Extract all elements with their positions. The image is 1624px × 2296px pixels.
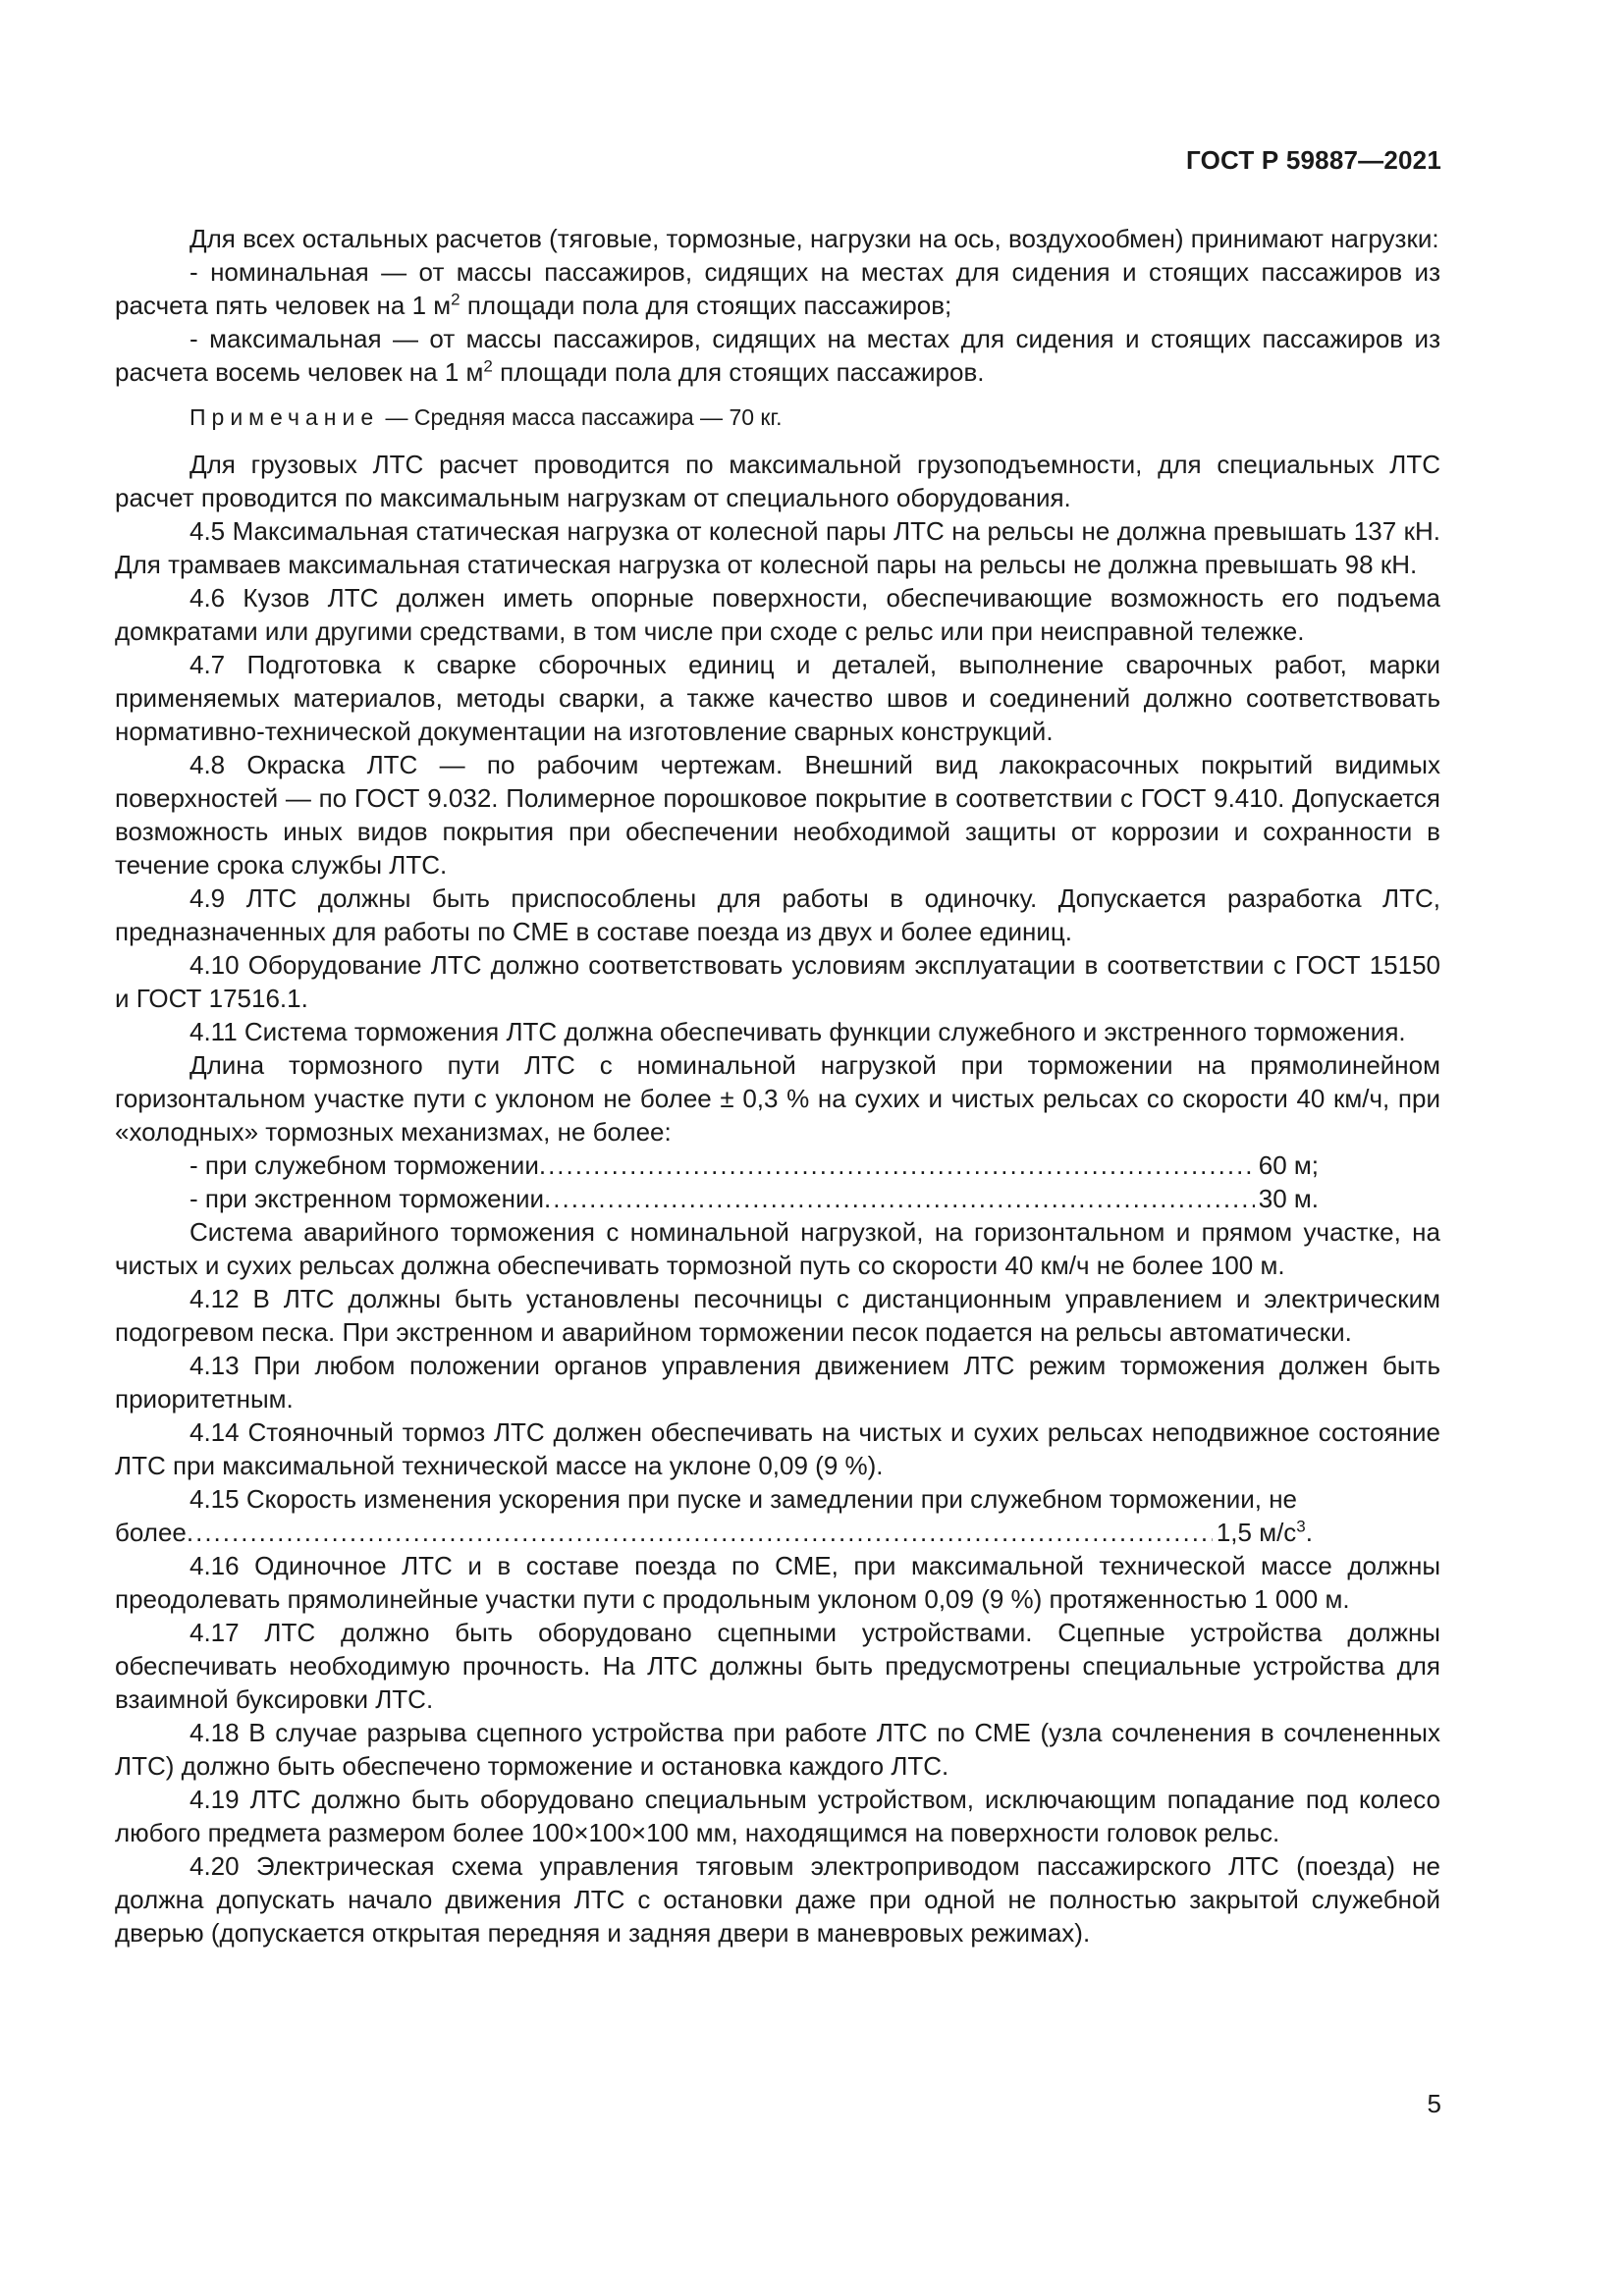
- paragraph-braking-distance: Длина тормозного пути ЛТС с номинальной нагрузкой при торможении на прямолинейном горизонтальном участке пути с уклоном не более ± 0,3 % на сухих и чистых рельсах со скорости 40 км/ч, при «холодных» тормозных механизмах, не более:: [115, 1050, 1440, 1147]
- dot-leader: [539, 1148, 1255, 1182]
- brake-service-line: [115, 1148, 1319, 1182]
- dot-leader: [544, 1182, 1255, 1215]
- clause-4-7: 4.7 Подготовка к сварке сборочных единиц и деталей, выполнение сварочных работ, марки применяемых материалов, методы сварки, а также качество швов и соединений должно соответствовать нормативно-технической документации на изготовление сварных конструкций.: [115, 650, 1440, 746]
- brake-service-label: - при служебном торможении: [189, 1150, 539, 1180]
- clause-4-20: 4.20 Электрическая схема управления тяговым электроприводом пассажирского ЛТС (поезда) не должна допускать начало движения ЛТС с остановки даже при одной не полностью закрытой служебной дверью (допускается открытая передняя и задняя двери в маневровых режимах).: [115, 1851, 1440, 1948]
- clause-4-14: 4.14 Стояночный тормоз ЛТС должен обеспечивать на чистых и сухих рельсах неподвижное состояние ЛТС при максимальной технической массе на уклоне 0,09 (9 %).: [115, 1417, 1440, 1480]
- document-code: ГОСТ Р 59887—2021: [1186, 145, 1441, 175]
- list-item-load-max: - максимальная — от массы пассажиров, сидящих на местах для сидения и стоящих пассажиров из расчета восемь человек на 1 $м^2$ площади пола для стоящих пассажиров.: [115, 324, 1440, 387]
- paragraph-cargo: Для грузовых ЛТС расчет проводится по максимальной грузоподъемности, для специальных ЛТС расчет проводится по максимальным нагрузкам от специального оборудования.: [115, 450, 1440, 512]
- brake-emergency-line: [115, 1182, 1319, 1215]
- clause-4-19: 4.19 ЛТС должно быть оборудовано специальным устройством, исключающим попадание под колесо любого предмета размером более 100×100×100 мм, находящимся на поверхности головок рельс.: [115, 1785, 1440, 1847]
- clause-4-16: 4.16 Одиночное ЛТС и в составе поезда по СМЕ, при максимальной технической массе должны преодолевать прямолинейные участки пути с продольным уклоном 0,09 (9 %) протяженностью 1 000 м.: [115, 1551, 1440, 1614]
- clause-4-8: 4.8 Окраска ЛТС — по рабочим чертежам. Внешний вид лакокрасочных покрытий видимых поверхностей — по ГОСТ 9.032. Полимерное порошковое покрытие в соответствии с ГОСТ 9.410. Допускается возможность иных видов покрытия при обеспечении необходимой защиты от коррозии и сохранности в течение срока службы ЛТС.: [115, 750, 1440, 880]
- paragraph-loads-intro: Для всех остальных расчетов (тяговые, тормозные, нагрузки на ось, воздухообмен) принимают нагрузки:: [189, 224, 1439, 253]
- note-label: Примечание: [189, 404, 380, 430]
- brake-service-value: 60 м;: [1258, 1150, 1319, 1180]
- document-body: [115, 222, 1440, 1949]
- clause-4-13: 4.13 При любом положении органов управления движением ЛТС режим торможения должен быть приоритетным.: [115, 1351, 1440, 1414]
- clause-4-10: 4.10 Оборудование ЛТС должно соответствовать условиям эксплуатации в соответствии с ГОСТ 15150 и ГОСТ 17516.1.: [115, 950, 1440, 1013]
- clause-4-15-value: 1,5 $м/с^3$.: [1216, 1517, 1313, 1547]
- clause-4-15-cont: более: [115, 1518, 187, 1547]
- clause-4-12: 4.12 В ЛТС должны быть установлены песочницы с дистанционным управлением и электрическим подогревом песка. При экстренном и аварийном торможении песок подается на рельсы автоматически.: [115, 1284, 1440, 1347]
- note: [115, 402, 1440, 432]
- dot-leader: [187, 1516, 1213, 1549]
- clause-4-9: 4.9 ЛТС должны быть приспособлены для работы в одиночку. Допускается разработка ЛТС, предназначенных для работы по СМЕ в составе поезда из двух и более единиц.: [115, 883, 1440, 946]
- brake-emergency-value: 30 м.: [1258, 1184, 1319, 1213]
- page-number: 5: [1427, 2089, 1441, 2118]
- clause-4-6: 4.6 Кузов ЛТС должен иметь опорные поверхности, обеспечивающие возможность его подъема домкратами или другими средствами, в том числе при сходе с рельс или при неисправной тележке.: [115, 583, 1440, 646]
- list-item-load-nominal: - номинальная — от массы пассажиров, сидящих на местах для сидения и стоящих пассажиров из расчета пять человек на 1 $м^2$ площади пола для стоящих пассажиров;: [115, 257, 1440, 320]
- clause-4-5: 4.5 Максимальная статическая нагрузка от колесной пары ЛТС на рельсы не должна превышать 137 кН. Для трамваев максимальная статическая нагрузка от колесной пары на рельсы не должна превышать 98 кН.: [115, 516, 1440, 579]
- clause-4-18: 4.18 В случае разрыва сцепного устройства при работе ЛТС по СМЕ (узла сочленения в сочлененных ЛТС) должно быть обеспечено торможение и остановка каждого ЛТС.: [115, 1718, 1440, 1781]
- clause-4-17: 4.17 ЛТС должно быть оборудовано сцепными устройствами. Сцепные устройства должны обеспечивать необходимую прочность. На ЛТС должны быть предусмотрены специальные устройства для взаимной буксировки ЛТС.: [115, 1618, 1440, 1714]
- note-text: — Средняя масса пассажира — 70 кг.: [379, 404, 783, 430]
- clause-4-15-value-line: [115, 1516, 1313, 1549]
- clause-4-11: 4.11 Система торможения ЛТС должна обеспечивать функции служебного и экстренного торможения.: [189, 1017, 1406, 1046]
- clause-4-15: 4.15 Скорость изменения ускорения при пуске и замедлении при служебном торможении, не: [189, 1484, 1298, 1514]
- paragraph-emergency-system: Система аварийного торможения с номинальной нагрузкой, на горизонтальном и прямом участке, на чистых и сухих рельсах должна обеспечивать тормозной путь со скорости 40 км/ч не более 100 м.: [115, 1217, 1440, 1280]
- brake-emergency-label: - при экстренном торможении: [189, 1184, 545, 1213]
